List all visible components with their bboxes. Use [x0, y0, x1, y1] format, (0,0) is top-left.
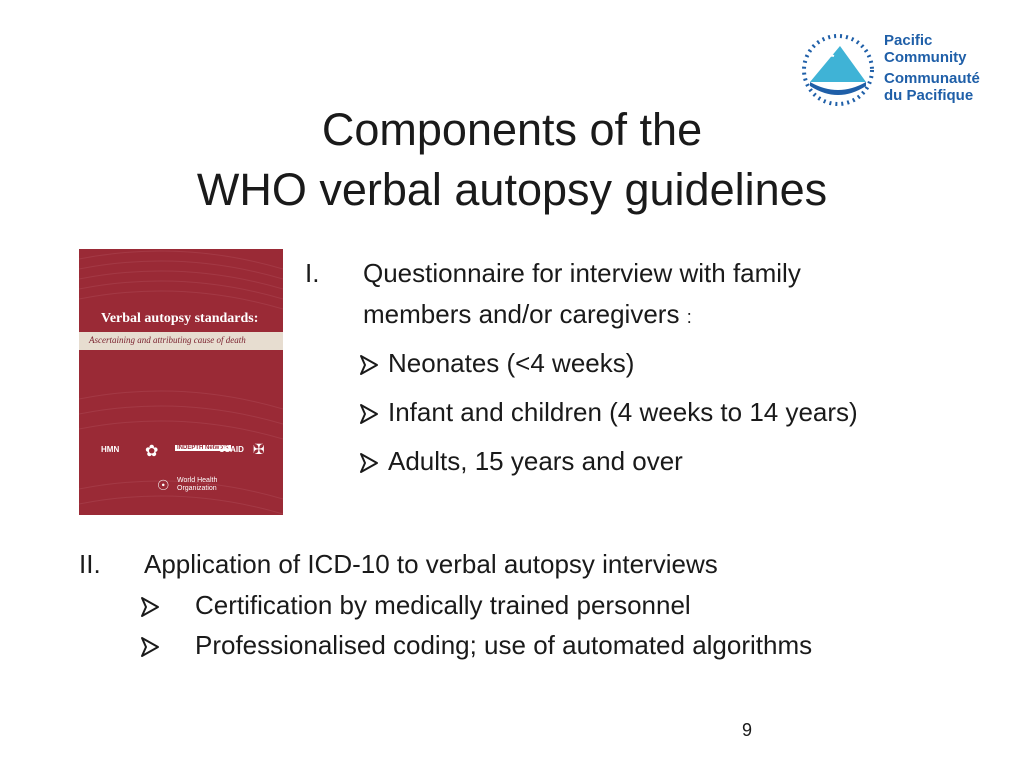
section2-item-2: Professionalised coding; use of automated algorithms: [195, 630, 813, 660]
book-logo-usaid: USAID: [219, 445, 244, 454]
book-subtitle: Ascertaining and attributing cause of death: [89, 335, 246, 345]
arrow-bullet-icon: [358, 403, 380, 425]
arrow-bullet-icon: [358, 354, 380, 376]
pacific-community-emblem-icon: [800, 32, 876, 108]
arrow-bullet-icon: [139, 596, 161, 618]
book-logo-hmn: HMN: [101, 445, 120, 454]
pacific-community-logo: [800, 30, 1000, 110]
book-logo-cross-icon: ✠: [253, 441, 265, 457]
section1-heading-line2-wrap: [363, 296, 692, 335]
logo-line-3: Communauté: [884, 70, 980, 87]
section1-item-2: Infant and children (4 weeks to 14 years): [388, 397, 858, 427]
who-emblem-icon: ☉: [157, 477, 170, 493]
book-cover-image: [79, 249, 283, 515]
section1-heading-line2: members and/or caregivers: [363, 299, 680, 329]
section1-numeral: I.: [305, 258, 320, 288]
arrow-bullet-icon: [139, 636, 161, 658]
section1-item-3: Adults, 15 years and over: [388, 446, 683, 476]
section1-heading-suffix: :: [686, 307, 692, 327]
book-title: Verbal autopsy standards:: [101, 311, 259, 326]
section1-heading-line1: Questionnaire for interview with family: [363, 258, 801, 288]
slide-title: [100, 100, 924, 220]
book-logo-indepth: INDEPTH Network: [177, 445, 229, 451]
section2-numeral: II.: [79, 549, 101, 579]
logo-line-4: du Pacifique: [884, 87, 974, 104]
section2-item-1: Certification by medically trained personnel: [195, 590, 691, 620]
logo-line-1: Pacific: [884, 32, 933, 49]
book-partner-logos: [95, 441, 275, 465]
section1-item-1: Neonates (<4 weeks): [388, 348, 635, 378]
title-line-2: WHO verbal autopsy guidelines: [196, 164, 828, 215]
page-number: 9: [742, 720, 753, 740]
section2-heading: Application of ICD-10 to verbal autopsy interviews: [144, 549, 718, 579]
arrow-bullet-icon: [358, 452, 380, 474]
title-line-1: Components of the: [321, 104, 703, 155]
logo-line-2: Community: [884, 49, 967, 66]
book-logo-seal-icon: ✿: [145, 443, 159, 460]
logo-text: [884, 32, 980, 104]
book-cover-pattern: [79, 249, 283, 515]
book-publisher: World Health Organization: [177, 477, 218, 492]
